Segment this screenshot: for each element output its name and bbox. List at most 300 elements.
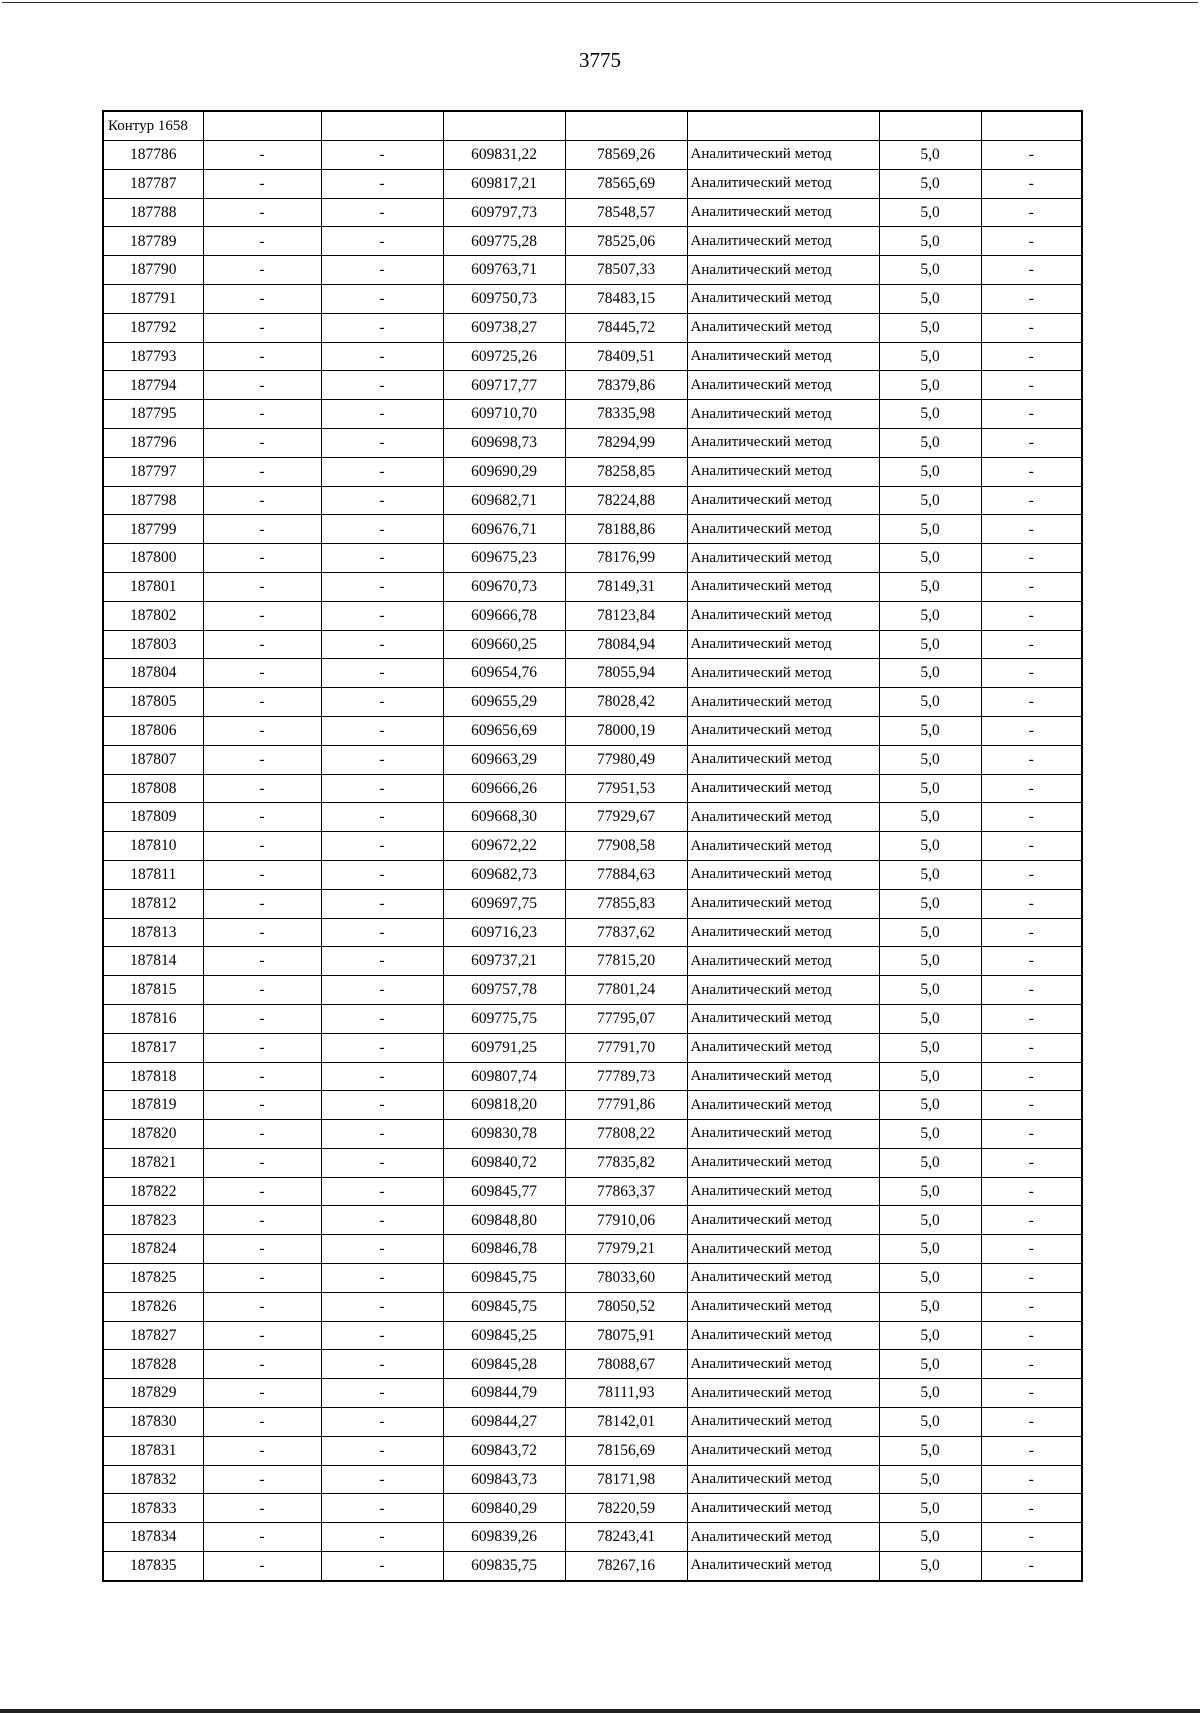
header-cell-empty bbox=[565, 111, 687, 141]
x-coordinate-cell: 609830,78 bbox=[443, 1120, 565, 1149]
old-x-cell: - bbox=[203, 227, 321, 256]
old-x-cell: - bbox=[203, 169, 321, 198]
y-coordinate-cell: 77795,07 bbox=[565, 1004, 687, 1033]
accuracy-cell: 5,0 bbox=[879, 1292, 981, 1321]
accuracy-cell: 5,0 bbox=[879, 371, 981, 400]
accuracy-cell: 5,0 bbox=[879, 832, 981, 861]
old-y-cell: - bbox=[321, 1465, 443, 1494]
table-row bbox=[103, 486, 1082, 515]
table-row bbox=[103, 716, 1082, 745]
point-number-cell: 187820 bbox=[103, 1120, 203, 1149]
method-cell: Аналитический метод bbox=[687, 544, 879, 573]
accuracy-cell: 5,0 bbox=[879, 918, 981, 947]
y-coordinate-cell: 78409,51 bbox=[565, 342, 687, 371]
point-number-cell: 187807 bbox=[103, 745, 203, 774]
y-coordinate-cell: 78084,94 bbox=[565, 630, 687, 659]
table-row bbox=[103, 918, 1082, 947]
x-coordinate-cell: 609750,73 bbox=[443, 284, 565, 313]
description-cell: - bbox=[981, 947, 1082, 976]
point-number-cell: 187804 bbox=[103, 659, 203, 688]
accuracy-cell: 5,0 bbox=[879, 803, 981, 832]
x-coordinate-cell: 609738,27 bbox=[443, 313, 565, 342]
accuracy-cell: 5,0 bbox=[879, 198, 981, 227]
table-row bbox=[103, 1552, 1082, 1581]
old-x-cell: - bbox=[203, 428, 321, 457]
y-coordinate-cell: 78171,98 bbox=[565, 1465, 687, 1494]
description-cell: - bbox=[981, 860, 1082, 889]
description-cell: - bbox=[981, 457, 1082, 486]
method-cell: Аналитический метод bbox=[687, 198, 879, 227]
description-cell: - bbox=[981, 1264, 1082, 1293]
accuracy-cell: 5,0 bbox=[879, 716, 981, 745]
x-coordinate-cell: 609675,23 bbox=[443, 544, 565, 573]
old-x-cell: - bbox=[203, 1033, 321, 1062]
old-x-cell: - bbox=[203, 342, 321, 371]
x-coordinate-cell: 609666,26 bbox=[443, 774, 565, 803]
method-cell: Аналитический метод bbox=[687, 889, 879, 918]
method-cell: Аналитический метод bbox=[687, 774, 879, 803]
old-y-cell: - bbox=[321, 400, 443, 429]
method-cell: Аналитический метод bbox=[687, 313, 879, 342]
accuracy-cell: 5,0 bbox=[879, 515, 981, 544]
accuracy-cell: 5,0 bbox=[879, 1206, 981, 1235]
point-number-cell: 187818 bbox=[103, 1062, 203, 1091]
old-x-cell: - bbox=[203, 1408, 321, 1437]
method-cell: Аналитический метод bbox=[687, 1148, 879, 1177]
y-coordinate-cell: 78224,88 bbox=[565, 486, 687, 515]
table-row bbox=[103, 630, 1082, 659]
description-cell: - bbox=[981, 1408, 1082, 1437]
old-y-cell: - bbox=[321, 601, 443, 630]
old-y-cell: - bbox=[321, 371, 443, 400]
y-coordinate-cell: 78483,15 bbox=[565, 284, 687, 313]
old-x-cell: - bbox=[203, 1091, 321, 1120]
old-y-cell: - bbox=[321, 342, 443, 371]
description-cell: - bbox=[981, 284, 1082, 313]
x-coordinate-cell: 609840,29 bbox=[443, 1494, 565, 1523]
y-coordinate-cell: 78123,84 bbox=[565, 601, 687, 630]
table-row bbox=[103, 1177, 1082, 1206]
old-y-cell: - bbox=[321, 688, 443, 717]
point-number-cell: 187809 bbox=[103, 803, 203, 832]
table-row bbox=[103, 1206, 1082, 1235]
table-row bbox=[103, 1436, 1082, 1465]
point-number-cell: 187797 bbox=[103, 457, 203, 486]
accuracy-cell: 5,0 bbox=[879, 688, 981, 717]
description-cell: - bbox=[981, 1494, 1082, 1523]
y-coordinate-cell: 77791,86 bbox=[565, 1091, 687, 1120]
old-x-cell: - bbox=[203, 1350, 321, 1379]
table-row bbox=[103, 889, 1082, 918]
method-cell: Аналитический метод bbox=[687, 1321, 879, 1350]
method-cell: Аналитический метод bbox=[687, 515, 879, 544]
x-coordinate-cell: 609844,79 bbox=[443, 1379, 565, 1408]
x-coordinate-cell: 609663,29 bbox=[443, 745, 565, 774]
table-row bbox=[103, 284, 1082, 313]
x-coordinate-cell: 609676,71 bbox=[443, 515, 565, 544]
old-y-cell: - bbox=[321, 1264, 443, 1293]
point-number-cell: 187813 bbox=[103, 918, 203, 947]
table-row bbox=[103, 1033, 1082, 1062]
point-number-cell: 187826 bbox=[103, 1292, 203, 1321]
x-coordinate-cell: 609666,78 bbox=[443, 601, 565, 630]
table-row bbox=[103, 400, 1082, 429]
method-cell: Аналитический метод bbox=[687, 1264, 879, 1293]
x-coordinate-cell: 609848,80 bbox=[443, 1206, 565, 1235]
description-cell: - bbox=[981, 688, 1082, 717]
description-cell: - bbox=[981, 1465, 1082, 1494]
accuracy-cell: 5,0 bbox=[879, 428, 981, 457]
old-y-cell: - bbox=[321, 313, 443, 342]
method-cell: Аналитический метод bbox=[687, 832, 879, 861]
x-coordinate-cell: 609797,73 bbox=[443, 198, 565, 227]
table-row bbox=[103, 342, 1082, 371]
old-x-cell: - bbox=[203, 716, 321, 745]
point-number-cell: 187788 bbox=[103, 198, 203, 227]
accuracy-cell: 5,0 bbox=[879, 313, 981, 342]
old-x-cell: - bbox=[203, 1494, 321, 1523]
old-x-cell: - bbox=[203, 572, 321, 601]
y-coordinate-cell: 78220,59 bbox=[565, 1494, 687, 1523]
old-y-cell: - bbox=[321, 284, 443, 313]
old-y-cell: - bbox=[321, 889, 443, 918]
method-cell: Аналитический метод bbox=[687, 1350, 879, 1379]
method-cell: Аналитический метод bbox=[687, 256, 879, 285]
x-coordinate-cell: 609843,72 bbox=[443, 1436, 565, 1465]
point-number-cell: 187810 bbox=[103, 832, 203, 861]
description-cell: - bbox=[981, 716, 1082, 745]
x-coordinate-cell: 609725,26 bbox=[443, 342, 565, 371]
y-coordinate-cell: 78142,01 bbox=[565, 1408, 687, 1437]
method-cell: Аналитический метод bbox=[687, 860, 879, 889]
accuracy-cell: 5,0 bbox=[879, 1062, 981, 1091]
method-cell: Аналитический метод bbox=[687, 688, 879, 717]
old-x-cell: - bbox=[203, 774, 321, 803]
table-row bbox=[103, 169, 1082, 198]
description-cell: - bbox=[981, 544, 1082, 573]
table-row bbox=[103, 1408, 1082, 1437]
old-x-cell: - bbox=[203, 1436, 321, 1465]
point-number-cell: 187822 bbox=[103, 1177, 203, 1206]
accuracy-cell: 5,0 bbox=[879, 256, 981, 285]
table-row bbox=[103, 371, 1082, 400]
method-cell: Аналитический метод bbox=[687, 1552, 879, 1581]
old-y-cell: - bbox=[321, 1062, 443, 1091]
description-cell: - bbox=[981, 1062, 1082, 1091]
description-cell: - bbox=[981, 918, 1082, 947]
old-x-cell: - bbox=[203, 1206, 321, 1235]
method-cell: Аналитический метод bbox=[687, 659, 879, 688]
header-cell-empty bbox=[687, 111, 879, 141]
x-coordinate-cell: 609845,77 bbox=[443, 1177, 565, 1206]
x-coordinate-cell: 609655,29 bbox=[443, 688, 565, 717]
old-y-cell: - bbox=[321, 860, 443, 889]
point-number-cell: 187827 bbox=[103, 1321, 203, 1350]
contour-label: Контур 1658 bbox=[103, 111, 203, 141]
old-y-cell: - bbox=[321, 1523, 443, 1552]
accuracy-cell: 5,0 bbox=[879, 1321, 981, 1350]
description-cell: - bbox=[981, 1206, 1082, 1235]
table-row bbox=[103, 832, 1082, 861]
x-coordinate-cell: 609844,27 bbox=[443, 1408, 565, 1437]
method-cell: Аналитический метод bbox=[687, 227, 879, 256]
y-coordinate-cell: 78088,67 bbox=[565, 1350, 687, 1379]
method-cell: Аналитический метод bbox=[687, 572, 879, 601]
table-row bbox=[103, 457, 1082, 486]
x-coordinate-cell: 609791,25 bbox=[443, 1033, 565, 1062]
table-row bbox=[103, 256, 1082, 285]
old-x-cell: - bbox=[203, 486, 321, 515]
x-coordinate-cell: 609716,23 bbox=[443, 918, 565, 947]
coordinates-table bbox=[102, 110, 1083, 1582]
old-x-cell: - bbox=[203, 1148, 321, 1177]
accuracy-cell: 5,0 bbox=[879, 1264, 981, 1293]
old-y-cell: - bbox=[321, 803, 443, 832]
y-coordinate-cell: 78335,98 bbox=[565, 400, 687, 429]
description-cell: - bbox=[981, 428, 1082, 457]
point-number-cell: 187793 bbox=[103, 342, 203, 371]
method-cell: Аналитический метод bbox=[687, 457, 879, 486]
y-coordinate-cell: 78033,60 bbox=[565, 1264, 687, 1293]
accuracy-cell: 5,0 bbox=[879, 1148, 981, 1177]
x-coordinate-cell: 609672,22 bbox=[443, 832, 565, 861]
x-coordinate-cell: 609835,75 bbox=[443, 1552, 565, 1581]
old-y-cell: - bbox=[321, 544, 443, 573]
old-x-cell: - bbox=[203, 457, 321, 486]
old-x-cell: - bbox=[203, 659, 321, 688]
description-cell: - bbox=[981, 1120, 1082, 1149]
table-row bbox=[103, 1292, 1082, 1321]
point-number-cell: 187786 bbox=[103, 141, 203, 170]
table-row bbox=[103, 1148, 1082, 1177]
method-cell: Аналитический метод bbox=[687, 284, 879, 313]
old-x-cell: - bbox=[203, 1004, 321, 1033]
accuracy-cell: 5,0 bbox=[879, 169, 981, 198]
point-number-cell: 187835 bbox=[103, 1552, 203, 1581]
old-y-cell: - bbox=[321, 1350, 443, 1379]
description-cell: - bbox=[981, 198, 1082, 227]
description-cell: - bbox=[981, 256, 1082, 285]
old-y-cell: - bbox=[321, 1408, 443, 1437]
method-cell: Аналитический метод bbox=[687, 1292, 879, 1321]
old-x-cell: - bbox=[203, 544, 321, 573]
old-x-cell: - bbox=[203, 630, 321, 659]
method-cell: Аналитический метод bbox=[687, 1465, 879, 1494]
old-x-cell: - bbox=[203, 1120, 321, 1149]
method-cell: Аналитический метод bbox=[687, 1120, 879, 1149]
old-x-cell: - bbox=[203, 1523, 321, 1552]
description-cell: - bbox=[981, 1321, 1082, 1350]
method-cell: Аналитический метод bbox=[687, 169, 879, 198]
old-y-cell: - bbox=[321, 428, 443, 457]
y-coordinate-cell: 77808,22 bbox=[565, 1120, 687, 1149]
description-cell: - bbox=[981, 486, 1082, 515]
description-cell: - bbox=[981, 227, 1082, 256]
description-cell: - bbox=[981, 371, 1082, 400]
y-coordinate-cell: 77980,49 bbox=[565, 745, 687, 774]
description-cell: - bbox=[981, 1091, 1082, 1120]
table-row bbox=[103, 1494, 1082, 1523]
table-row bbox=[103, 313, 1082, 342]
x-coordinate-cell: 609654,76 bbox=[443, 659, 565, 688]
y-coordinate-cell: 78445,72 bbox=[565, 313, 687, 342]
description-cell: - bbox=[981, 572, 1082, 601]
y-coordinate-cell: 77951,53 bbox=[565, 774, 687, 803]
table-row bbox=[103, 428, 1082, 457]
old-y-cell: - bbox=[321, 572, 443, 601]
description-cell: - bbox=[981, 1033, 1082, 1062]
description-cell: - bbox=[981, 313, 1082, 342]
old-y-cell: - bbox=[321, 1379, 443, 1408]
contour-header-row bbox=[103, 111, 1082, 141]
point-number-cell: 187795 bbox=[103, 400, 203, 429]
point-number-cell: 187823 bbox=[103, 1206, 203, 1235]
y-coordinate-cell: 78050,52 bbox=[565, 1292, 687, 1321]
accuracy-cell: 5,0 bbox=[879, 141, 981, 170]
table-row bbox=[103, 745, 1082, 774]
y-coordinate-cell: 77929,67 bbox=[565, 803, 687, 832]
table-row bbox=[103, 198, 1082, 227]
y-coordinate-cell: 78075,91 bbox=[565, 1321, 687, 1350]
method-cell: Аналитический метод bbox=[687, 630, 879, 659]
old-y-cell: - bbox=[321, 976, 443, 1005]
table-row bbox=[103, 601, 1082, 630]
x-coordinate-cell: 609698,73 bbox=[443, 428, 565, 457]
accuracy-cell: 5,0 bbox=[879, 1379, 981, 1408]
y-coordinate-cell: 78176,99 bbox=[565, 544, 687, 573]
x-coordinate-cell: 609682,71 bbox=[443, 486, 565, 515]
point-number-cell: 187821 bbox=[103, 1148, 203, 1177]
accuracy-cell: 5,0 bbox=[879, 544, 981, 573]
old-x-cell: - bbox=[203, 1062, 321, 1091]
method-cell: Аналитический метод bbox=[687, 1004, 879, 1033]
method-cell: Аналитический метод bbox=[687, 371, 879, 400]
table-body bbox=[103, 111, 1082, 1581]
method-cell: Аналитический метод bbox=[687, 1091, 879, 1120]
accuracy-cell: 5,0 bbox=[879, 1120, 981, 1149]
accuracy-cell: 5,0 bbox=[879, 1004, 981, 1033]
y-coordinate-cell: 78156,69 bbox=[565, 1436, 687, 1465]
accuracy-cell: 5,0 bbox=[879, 745, 981, 774]
table-row bbox=[103, 227, 1082, 256]
table-row bbox=[103, 803, 1082, 832]
y-coordinate-cell: 78111,93 bbox=[565, 1379, 687, 1408]
y-coordinate-cell: 77855,83 bbox=[565, 889, 687, 918]
point-number-cell: 187812 bbox=[103, 889, 203, 918]
point-number-cell: 187806 bbox=[103, 716, 203, 745]
old-y-cell: - bbox=[321, 256, 443, 285]
old-x-cell: - bbox=[203, 1379, 321, 1408]
y-coordinate-cell: 77979,21 bbox=[565, 1235, 687, 1264]
old-x-cell: - bbox=[203, 256, 321, 285]
x-coordinate-cell: 609737,21 bbox=[443, 947, 565, 976]
method-cell: Аналитический метод bbox=[687, 486, 879, 515]
x-coordinate-cell: 609831,22 bbox=[443, 141, 565, 170]
description-cell: - bbox=[981, 515, 1082, 544]
point-number-cell: 187817 bbox=[103, 1033, 203, 1062]
accuracy-cell: 5,0 bbox=[879, 889, 981, 918]
x-coordinate-cell: 609818,20 bbox=[443, 1091, 565, 1120]
accuracy-cell: 5,0 bbox=[879, 227, 981, 256]
y-coordinate-cell: 77884,63 bbox=[565, 860, 687, 889]
x-coordinate-cell: 609682,73 bbox=[443, 860, 565, 889]
method-cell: Аналитический метод bbox=[687, 1494, 879, 1523]
y-coordinate-cell: 77789,73 bbox=[565, 1062, 687, 1091]
table-row bbox=[103, 1235, 1082, 1264]
table-row bbox=[103, 1264, 1082, 1293]
x-coordinate-cell: 609710,70 bbox=[443, 400, 565, 429]
point-number-cell: 187789 bbox=[103, 227, 203, 256]
accuracy-cell: 5,0 bbox=[879, 1436, 981, 1465]
old-y-cell: - bbox=[321, 1091, 443, 1120]
old-y-cell: - bbox=[321, 1033, 443, 1062]
table-row bbox=[103, 1465, 1082, 1494]
old-y-cell: - bbox=[321, 1148, 443, 1177]
y-coordinate-cell: 78258,85 bbox=[565, 457, 687, 486]
method-cell: Аналитический метод bbox=[687, 1177, 879, 1206]
y-coordinate-cell: 78379,86 bbox=[565, 371, 687, 400]
old-x-cell: - bbox=[203, 1321, 321, 1350]
accuracy-cell: 5,0 bbox=[879, 1408, 981, 1437]
accuracy-cell: 5,0 bbox=[879, 860, 981, 889]
old-y-cell: - bbox=[321, 745, 443, 774]
old-y-cell: - bbox=[321, 457, 443, 486]
description-cell: - bbox=[981, 601, 1082, 630]
table-row bbox=[103, 544, 1082, 573]
old-y-cell: - bbox=[321, 947, 443, 976]
old-y-cell: - bbox=[321, 1177, 443, 1206]
accuracy-cell: 5,0 bbox=[879, 1523, 981, 1552]
old-y-cell: - bbox=[321, 774, 443, 803]
description-cell: - bbox=[981, 803, 1082, 832]
point-number-cell: 187799 bbox=[103, 515, 203, 544]
header-cell-empty bbox=[879, 111, 981, 141]
point-number-cell: 187824 bbox=[103, 1235, 203, 1264]
y-coordinate-cell: 77910,06 bbox=[565, 1206, 687, 1235]
y-coordinate-cell: 77801,24 bbox=[565, 976, 687, 1005]
method-cell: Аналитический метод bbox=[687, 1206, 879, 1235]
x-coordinate-cell: 609670,73 bbox=[443, 572, 565, 601]
method-cell: Аналитический метод bbox=[687, 1436, 879, 1465]
accuracy-cell: 5,0 bbox=[879, 976, 981, 1005]
y-coordinate-cell: 78569,26 bbox=[565, 141, 687, 170]
old-y-cell: - bbox=[321, 486, 443, 515]
point-number-cell: 187792 bbox=[103, 313, 203, 342]
method-cell: Аналитический метод bbox=[687, 803, 879, 832]
method-cell: Аналитический метод bbox=[687, 918, 879, 947]
point-number-cell: 187831 bbox=[103, 1436, 203, 1465]
accuracy-cell: 5,0 bbox=[879, 342, 981, 371]
x-coordinate-cell: 609845,28 bbox=[443, 1350, 565, 1379]
method-cell: Аналитический метод bbox=[687, 141, 879, 170]
old-x-cell: - bbox=[203, 1292, 321, 1321]
y-coordinate-cell: 78243,41 bbox=[565, 1523, 687, 1552]
method-cell: Аналитический метод bbox=[687, 947, 879, 976]
x-coordinate-cell: 609660,25 bbox=[443, 630, 565, 659]
old-y-cell: - bbox=[321, 630, 443, 659]
old-y-cell: - bbox=[321, 227, 443, 256]
x-coordinate-cell: 609845,25 bbox=[443, 1321, 565, 1350]
old-x-cell: - bbox=[203, 601, 321, 630]
y-coordinate-cell: 77835,82 bbox=[565, 1148, 687, 1177]
old-y-cell: - bbox=[321, 1120, 443, 1149]
x-coordinate-cell: 609807,74 bbox=[443, 1062, 565, 1091]
description-cell: - bbox=[981, 1523, 1082, 1552]
x-coordinate-cell: 609717,77 bbox=[443, 371, 565, 400]
old-y-cell: - bbox=[321, 1552, 443, 1581]
x-coordinate-cell: 609845,75 bbox=[443, 1264, 565, 1293]
accuracy-cell: 5,0 bbox=[879, 457, 981, 486]
